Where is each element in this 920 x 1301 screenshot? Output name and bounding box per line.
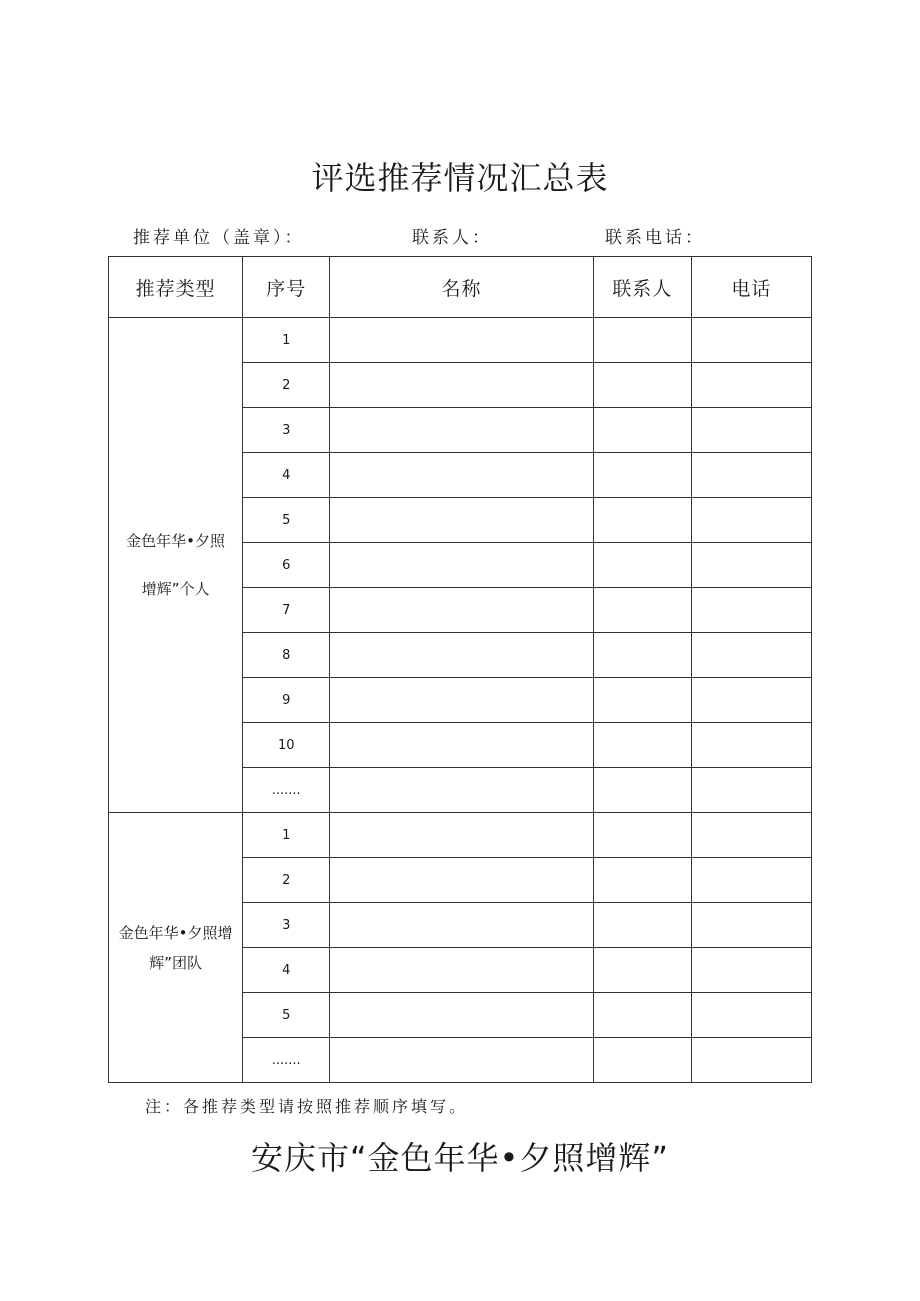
type-line: 辉”团队: [149, 953, 202, 972]
phone-cell[interactable]: [691, 948, 811, 993]
contact-cell[interactable]: [593, 1038, 691, 1083]
name-cell[interactable]: [330, 543, 593, 588]
contact-cell[interactable]: [593, 633, 691, 678]
header-phone: 电话: [691, 257, 811, 318]
header-seq: 序号: [243, 257, 330, 318]
footnote: 注：各推荐类型请按照推荐顺序填写。: [145, 1097, 469, 1116]
phone-cell[interactable]: [691, 318, 811, 363]
name-cell[interactable]: [330, 588, 593, 633]
contact-cell[interactable]: [593, 858, 691, 903]
phone-cell[interactable]: [691, 408, 811, 453]
seq-cell: 9: [243, 678, 330, 723]
phone-cell[interactable]: [691, 1038, 811, 1083]
type-line: 金色年华•夕照: [126, 532, 226, 550]
seq-cell: 4: [243, 948, 330, 993]
contact-cell[interactable]: [593, 903, 691, 948]
recommending-unit-label: 推荐单位（盖章）：: [133, 228, 305, 248]
summary-table: [108, 256, 812, 1083]
contact-cell[interactable]: [593, 768, 691, 813]
name-cell[interactable]: [330, 723, 593, 768]
seq-cell: 1: [243, 318, 330, 363]
seq-cell: 8: [243, 633, 330, 678]
seq-cell: 5: [243, 498, 330, 543]
phone-cell[interactable]: [691, 633, 811, 678]
phone-cell[interactable]: [691, 453, 811, 498]
contact-cell[interactable]: [593, 813, 691, 858]
seq-cell: 10: [243, 723, 330, 768]
contact-cell[interactable]: [593, 948, 691, 993]
contact-cell[interactable]: [593, 318, 691, 363]
name-cell[interactable]: [330, 453, 593, 498]
type-cell-individual: [109, 318, 243, 813]
seq-cell: 4: [243, 453, 330, 498]
name-cell[interactable]: [330, 498, 593, 543]
header-name: 名称: [330, 257, 593, 318]
contact-cell[interactable]: [593, 498, 691, 543]
contact-cell[interactable]: [593, 678, 691, 723]
name-cell[interactable]: [330, 408, 593, 453]
type-cell-team: [109, 813, 243, 1083]
name-cell[interactable]: [330, 633, 593, 678]
name-cell[interactable]: [330, 1038, 593, 1083]
seq-cell: 2: [243, 363, 330, 408]
name-cell[interactable]: [330, 813, 593, 858]
seq-cell: 3: [243, 408, 330, 453]
phone-cell[interactable]: [691, 993, 811, 1038]
contact-phone-label: 联系电话：: [605, 228, 705, 248]
table-row: [109, 318, 812, 363]
contact-cell[interactable]: [593, 723, 691, 768]
contact-cell[interactable]: [593, 588, 691, 633]
name-cell[interactable]: [330, 948, 593, 993]
name-cell[interactable]: [330, 318, 593, 363]
phone-cell[interactable]: [691, 498, 811, 543]
phone-cell[interactable]: [691, 768, 811, 813]
phone-cell[interactable]: [691, 813, 811, 858]
type-line: 金色年华•夕照增: [118, 923, 233, 942]
name-cell[interactable]: [330, 363, 593, 408]
contact-cell[interactable]: [593, 453, 691, 498]
header-type: 推荐类型: [109, 257, 243, 318]
seq-cell: 7: [243, 588, 330, 633]
phone-cell[interactable]: [691, 588, 811, 633]
phone-cell[interactable]: [691, 858, 811, 903]
name-cell[interactable]: [330, 993, 593, 1038]
phone-cell[interactable]: [691, 363, 811, 408]
seq-cell: 6: [243, 543, 330, 588]
contact-cell[interactable]: [593, 993, 691, 1038]
phone-cell[interactable]: [691, 903, 811, 948]
seq-cell: 3: [243, 903, 330, 948]
name-cell[interactable]: [330, 903, 593, 948]
name-cell[interactable]: [330, 678, 593, 723]
next-page-title: 安庆市“金色年华•夕照增辉”: [250, 1139, 670, 1177]
name-cell[interactable]: [330, 858, 593, 903]
contact-cell[interactable]: [593, 408, 691, 453]
contact-cell[interactable]: [593, 363, 691, 408]
header-contact: 联系人: [593, 257, 691, 318]
seq-cell: 2: [243, 858, 330, 903]
seq-cell: .......: [243, 1038, 330, 1083]
seq-cell: 1: [243, 813, 330, 858]
page-title: 评选推荐情况汇总表: [311, 159, 609, 197]
phone-cell[interactable]: [691, 723, 811, 768]
contact-person-label: 联系人：: [412, 228, 492, 248]
seq-cell: .......: [243, 768, 330, 813]
type-line: 增辉”个人: [141, 580, 210, 598]
table-header-row: [109, 257, 812, 318]
table-row: [109, 813, 812, 858]
name-cell[interactable]: [330, 768, 593, 813]
contact-cell[interactable]: [593, 543, 691, 588]
phone-cell[interactable]: [691, 543, 811, 588]
phone-cell[interactable]: [691, 678, 811, 723]
seq-cell: 5: [243, 993, 330, 1038]
